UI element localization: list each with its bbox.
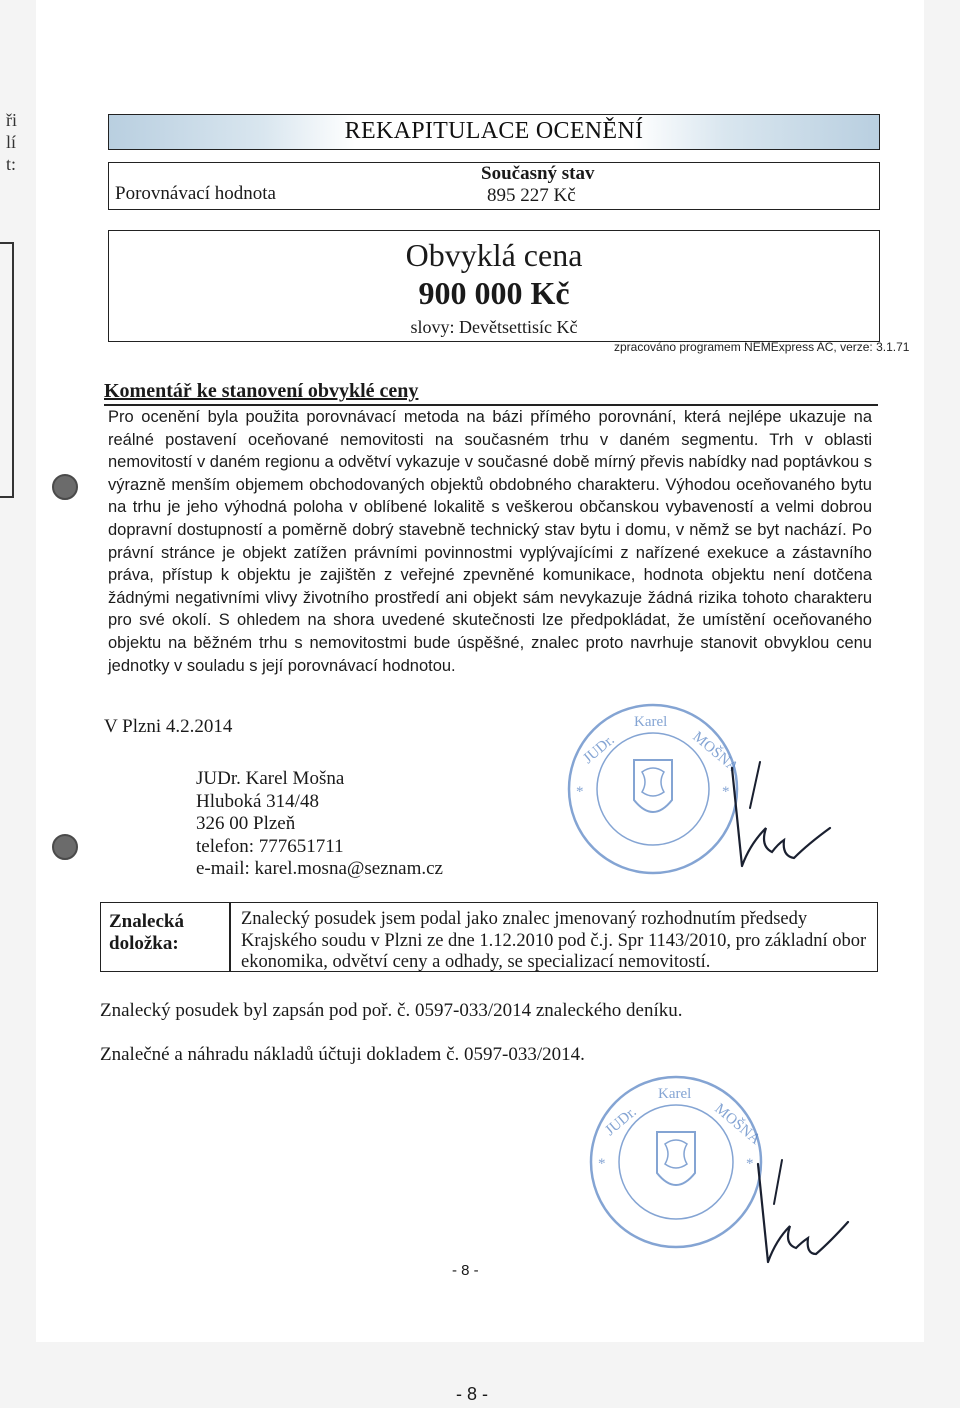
page-number: - 8 -	[452, 1262, 479, 1279]
author-email: e-mail: karel.mosna@seznam.cz	[196, 858, 443, 879]
author-street: Hluboká 314/48	[196, 790, 319, 812]
svg-text:*: *	[598, 1156, 606, 1172]
expert-clause-box	[100, 902, 878, 972]
spine-text-2: lí	[6, 132, 17, 152]
svg-text:MOŠNA: MOŠNA	[711, 1100, 764, 1148]
previous-page-edge	[0, 100, 40, 420]
svg-text:*: *	[746, 1156, 754, 1172]
expert-clause-text: Znalecký posudek jsem podal jako znalec jmenovaný rozhodnutím předsedy Krajského soudu v Plzni ze dne 1.12.2010 pod č.j. Spr 1143/2010, pro základní obor ekonomika, odvětví ceny a odhady, se specializací nemovitostí.	[241, 909, 867, 972]
current-state-box	[108, 162, 880, 210]
author-name: JUDr. Karel Mošna	[196, 768, 345, 789]
spine-line	[12, 242, 14, 496]
author-phone: telefon: 777651711	[196, 835, 344, 857]
author-address	[196, 768, 443, 881]
signature	[744, 1150, 854, 1280]
comparative-value-label: Porovnávací hodnota	[115, 183, 276, 204]
svg-text:MOŠNA: MOŠNA	[689, 728, 742, 776]
svg-text:JUDr.: JUDr.	[580, 732, 618, 768]
official-stamp	[564, 700, 742, 878]
usual-price-words: slovy: Devětsettisíc Kč	[410, 317, 578, 337]
recap-header	[108, 114, 880, 150]
fee-line: Znalečné a náhradu nákladů účtuji dokladem č. 0597-033/2014.	[100, 1044, 585, 1065]
software-credit: zpracováno programem NEMExpress AC, verze: 3.1.71	[614, 340, 910, 354]
punch-hole	[52, 474, 78, 500]
recap-title: REKAPITULACE OCENĚNÍ	[344, 118, 644, 144]
signature	[720, 748, 840, 888]
page-number-outer: - 8 -	[456, 1384, 489, 1404]
spine-line	[0, 496, 14, 498]
svg-text:*: *	[576, 784, 584, 800]
punch-hole	[52, 834, 78, 860]
usual-price-box	[108, 230, 880, 342]
expert-clause-label: Znalecká doložka:	[109, 911, 184, 954]
spine-text-3: t:	[6, 154, 17, 174]
official-stamp	[586, 1072, 766, 1252]
clause-divider	[229, 903, 231, 971]
svg-text:*: *	[722, 784, 730, 800]
place-date: V Plzni 4.2.2014	[104, 716, 233, 737]
author-city: 326 00 Plzeň	[196, 813, 296, 834]
registry-line: Znalecký posudek byl zapsán pod poř. č. 0597-033/2014 znaleckého deníku.	[100, 1000, 683, 1021]
usual-price-amount: 900 000 Kč	[418, 275, 570, 311]
comment-text: Pro ocenění byla použita porovnávací metoda na bázi přímého porovnání, která nejlépe ukazuje na reálné postavení oceňované nemovitosti na současném trhu v daném segmentu. Trh v oblasti nemovitostí v daném regionu a odvětví vykazuje v současné době mírný převis nabídky nad poptávkou s výrazně menším objemem obchodovaných objektů obdobného charakteru. Výhodou oceňovaného bytu na trhu je jeho výhodná poloha v oblíbené lokalitě s veškerou občanskou vybaveností a velmi dobrou dopravní dostupností a poměrně dobrý stavebně technický stav bytu i domu, v němž se byt nachází. Po právní stránce je objekt zatížen právními povinnostmi vyplývajícími z nařízené exekuce a zástavního práva, přístup k objektu je zajištěn z veřejné zpevněné komunikace, hodnota objektu není dotčena žádnými negativními vlivy životního prostředí ani objekt sám nevykazuje žádná rizika tohoto charakteru pro své okolí. S ohledem na shora uvedené skutečnosti lze předpokládat, že umístění oceňovaného objektu na běžném trhu s nemovitostmi bude úspěšné, znalec proto navrhuje stanovit obvyklou cenu jednotky v souladu s její porovnávací hodnotou.	[108, 408, 873, 675]
svg-text:Karel: Karel	[658, 1086, 692, 1102]
current-state-label: Současný stav	[481, 163, 595, 184]
comment-heading: Komentář ke stanovení obvyklé ceny	[104, 380, 419, 402]
spine-text-1: ři	[6, 110, 17, 130]
svg-text:JUDr.: JUDr.	[602, 1104, 640, 1140]
svg-text:Karel: Karel	[634, 714, 668, 730]
comparative-value: 895 227 Kč	[487, 185, 576, 206]
usual-price-title: Obvyklá cena	[405, 237, 583, 273]
